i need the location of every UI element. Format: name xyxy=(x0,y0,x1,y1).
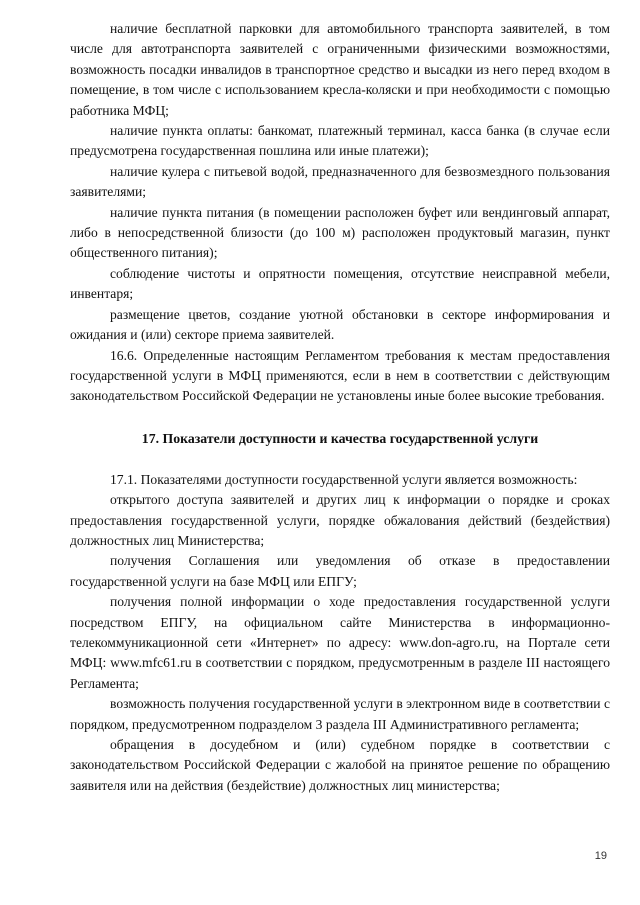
paragraph: размещение цветов, создание уютной обстановки в секторе информирования и ожидания и (или) секторе приема заявителей. xyxy=(70,306,610,343)
paragraph: обращения в досудебном и (или) судебном порядке в соответствии с законодательством Российской Федерации с жалобой на принятое решение по обращению заявителя или на действия (бездействие) должностных лиц министерства; xyxy=(70,737,610,793)
paragraph: возможность получения государственной услуги в электронном виде в соответствии с порядком, предусмотренном подразделом 3 раздела III Административного регламента; xyxy=(70,696,610,732)
paragraph: наличие кулера с питьевой водой, предназначенного для безвозмездного пользования заявителями; xyxy=(70,163,610,200)
paragraph: 17.1. Показателями доступности государственной услуги является возможность: xyxy=(110,471,578,487)
paragraph: наличие пункта оплаты: банкомат, платежный терминал, касса банка (в случае если предусмотрена государственная пошлина или иные платежи); xyxy=(70,123,610,159)
paragraph: наличие бесплатной парковки для автомобильного транспорта заявителей, в том числе для автотранспорта заявителей с ограниченными физическими возможностями, возможность посадки инвалидов в транспортное средство и высадки из него перед входом в помещение, в том числе с использованием кресла-коляски и при необходимости с помощью работника МФЦ; xyxy=(70,21,610,118)
page-number: 19 xyxy=(594,850,607,862)
paragraph: наличие пункта питания (в помещении расположен буфет или вендинговый аппарат, либо в непосредственной близости (до 100 м) расположен продуктовый магазин, пункт общественного питания); xyxy=(70,204,610,261)
paragraph: получения полной информации о ходе предоставления государственной услуги посредством ЕПГУ, на официальном сайте Министерства в информационно-телекоммуникационной сети «Интернет» по адресу: www.don-agro.ru, на Портале сети МФЦ: www.mfc61.ru в соответствии с порядком, предусмотренным в разделе III настоящего Регламента; xyxy=(70,594,610,691)
document-page xyxy=(70,19,610,796)
section-16-continuation xyxy=(70,19,610,407)
section-heading: 17. Показатели доступности и качества государственной услуги xyxy=(141,430,539,446)
section-17-body xyxy=(70,470,610,797)
paragraph: соблюдение чистоты и опрятности помещения, отсутствие неисправной мебели, инвентаря; xyxy=(70,265,610,302)
paragraph: получения Соглашения или уведомления об отказе в предоставлении государственной услуги на базе МФЦ или ЕПГУ; xyxy=(70,553,610,589)
paragraph: открытого доступа заявителей и других лиц к информации о порядке и сроках предоставления государственной услуги, порядке обжалования действий (бездействия) должностных лиц Министерства; xyxy=(70,492,610,548)
paragraph: 16.6. Определенные настоящим Регламентом требования к местам предоставления государственной услуги в МФЦ применяются, если в нем в соответствии с действующим законодательством Российской Федерации не установлены иные более высокие требования. xyxy=(70,347,610,404)
